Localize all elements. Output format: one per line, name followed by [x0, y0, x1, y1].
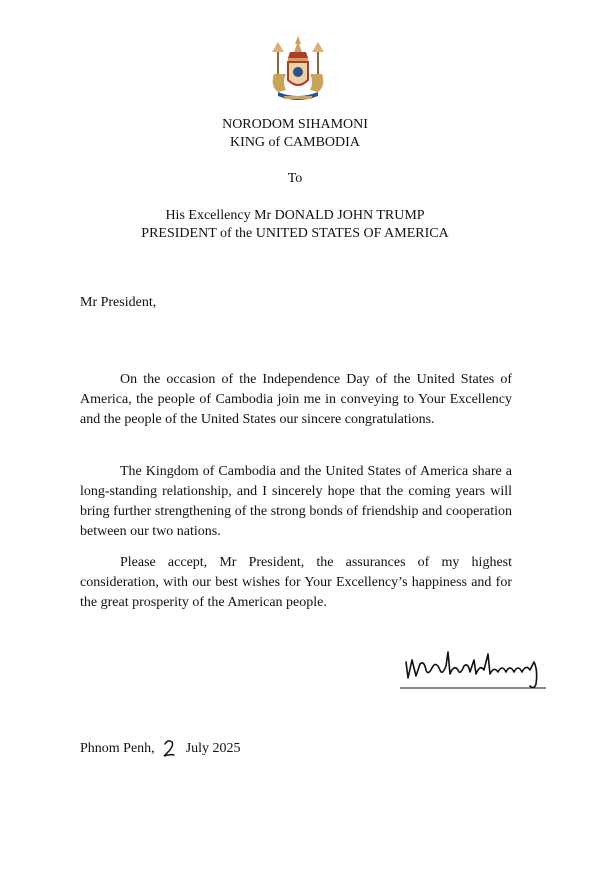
date-month-year: July 2025 — [185, 741, 241, 756]
sender-block — [0, 116, 590, 152]
recipient-line-1: His Excellency Mr DONALD JOHN TRUMP — [165, 208, 425, 223]
date-place: Phnom Penh, — [80, 741, 155, 756]
body-paragraph-2: The Kingdom of Cambodia and the United States of America share a long-standing relationship, and I sincerely hope that the coming years will bring further strengthening of the strong bonds of friendship and cooperation between our two nations. — [80, 464, 512, 539]
recipient-block — [0, 207, 590, 243]
recipient-line-2: PRESIDENT of the UNITED STATES OF AMERICA — [141, 226, 449, 241]
royal-coat-of-arms-icon — [264, 34, 332, 106]
body-paragraph-3: Please accept, Mr President, the assurances of my highest consideration, with our best wishes for Your Excellency’s happiness and for the great prosperity of the American people. — [80, 555, 512, 610]
body-paragraph-1: On the occasion of the Independence Day of the United States of America, the people of Cambodia join me in conveying to Your Excellency and the people of the United States our sincere congratulations. — [80, 372, 512, 427]
sender-title: KING of CAMBODIA — [230, 135, 360, 150]
handwritten-signature — [396, 640, 556, 696]
salutation: Mr President, — [80, 295, 157, 310]
sender-name: NORODOM SIHAMONI — [222, 117, 368, 132]
handwritten-day — [162, 738, 176, 758]
to-label: To — [287, 171, 303, 186]
date-line — [80, 738, 241, 758]
